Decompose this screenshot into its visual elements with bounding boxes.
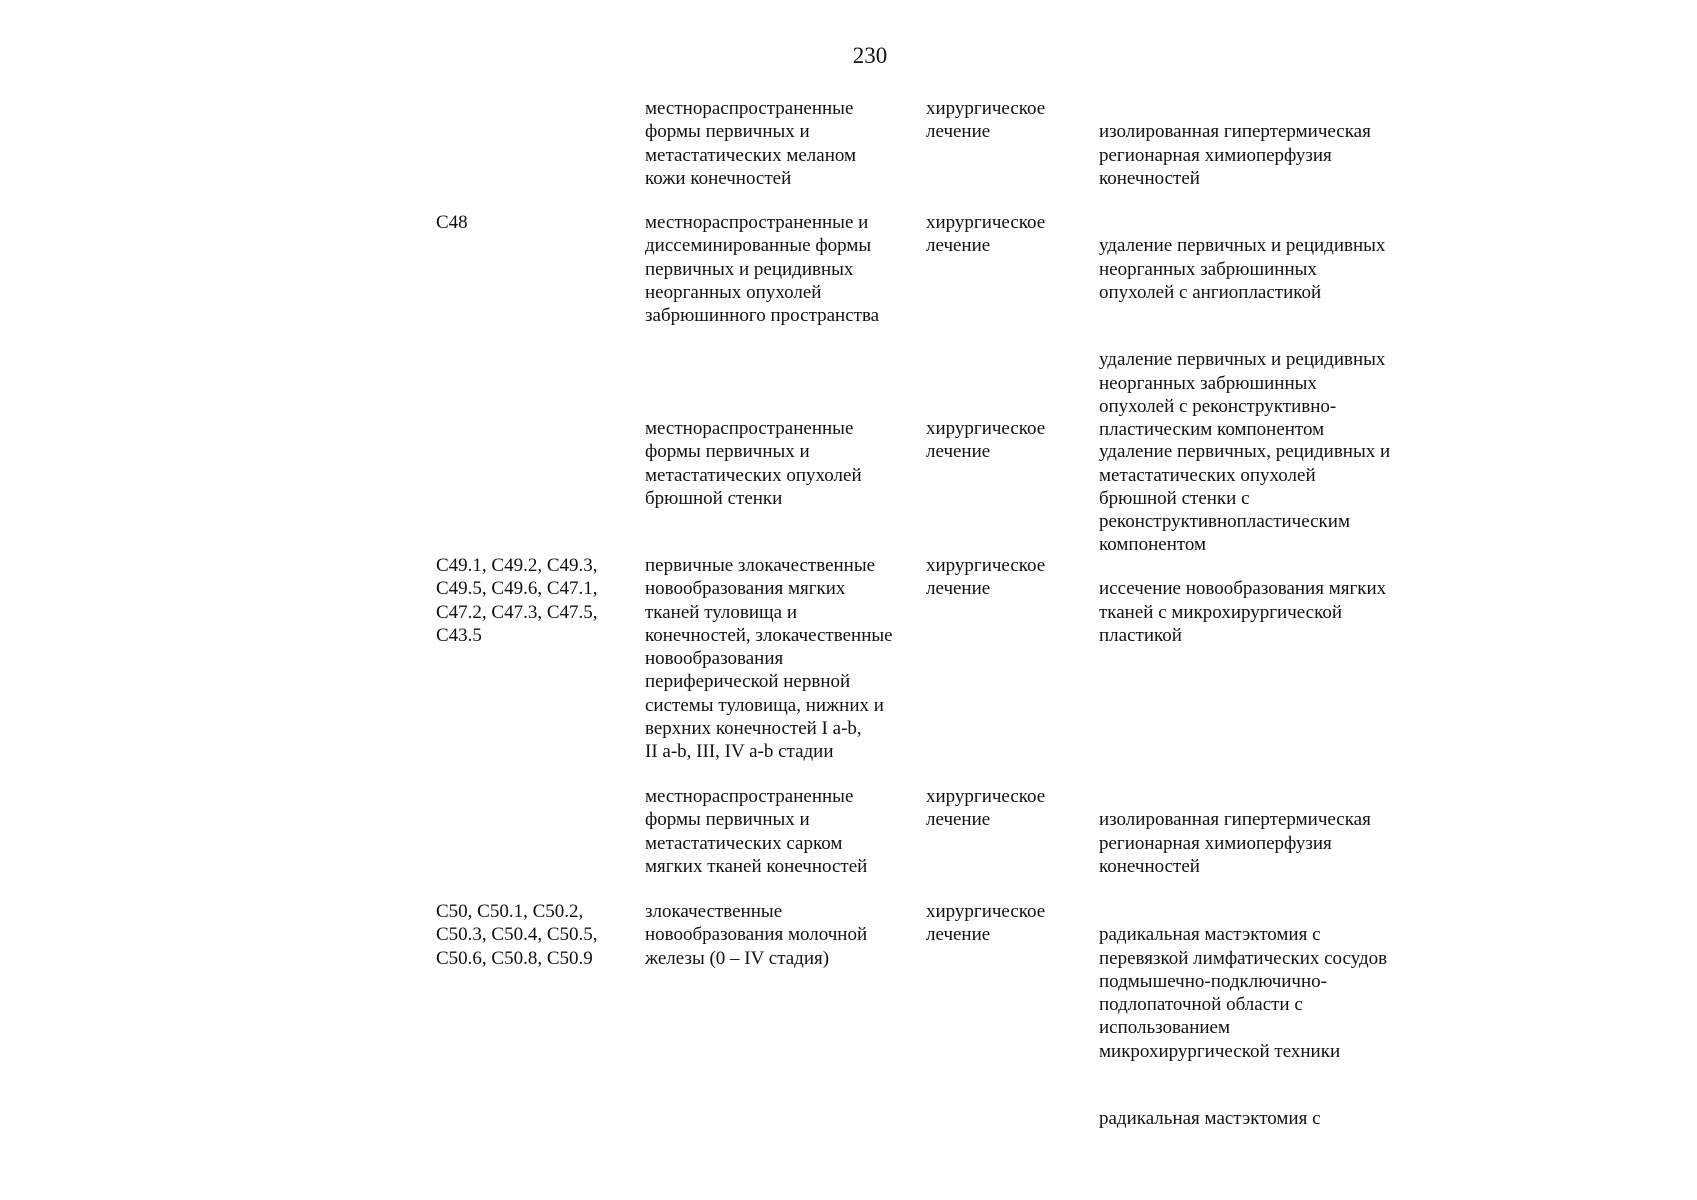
treatment-type-cell: хирургическое лечение [926, 98, 1046, 143]
diagnosis-cell: местнораспространенные формы первичных и метастатических опухолей брюшной стенки [645, 418, 862, 509]
diagnosis-cell: злокачественные новообразования молочной железы (0 – IV стадия) [645, 901, 868, 969]
treatment-method: радикальная мастэктомия с перевязкой лимфатических сосудов подмышечно-подключично- подлопаточной области с использованием микрохирургической техники [1099, 924, 1388, 1062]
treatment-method-cell [1099, 785, 1429, 901]
icd-code-cell: C49.1, C49.2, C49.3, C49.5, C49.6, C47.1, C47.2, C47.3, C47.5, C43.5 [436, 555, 598, 646]
treatment-method: изолированная гипертермическая регионарная химиоперфузия конечностей [1099, 809, 1371, 877]
treatment-method: удаление первичных, рецидивных и метастатических опухолей брюшной стенки с реконструктивнопластическим компонентом [1099, 441, 1391, 556]
treatment-method: радикальная мастэктомия с [1099, 1108, 1321, 1130]
treatment-method-cell [1099, 97, 1429, 213]
treatment-method: удаление первичных и рецидивных неорганных забрюшинных опухолей с реконструктивно- пластическим компонентом [1099, 349, 1386, 441]
page-number: 230 [852, 43, 888, 68]
diagnosis-cell: местнораспространенные формы первичных и метастатических сарком мягких тканей конечностей [645, 786, 868, 877]
treatment-type-cell: хирургическое лечение [926, 786, 1046, 831]
icd-code-cell: C50, C50.1, C50.2, C50.3, C50.4, C50.5, C50.6, C50.8, C50.9 [436, 901, 598, 969]
treatment-method-cell [1099, 900, 1429, 1154]
icd-code-cell: C48 [436, 212, 468, 233]
diagnosis-cell: местнораспространенные формы первичных и метастатических меланом кожи конечностей [645, 98, 857, 189]
diagnosis-cell: местнораспространенные и диссеминированные формы первичных и рецидивных неорганных опухолей забрюшинного пространства [645, 212, 880, 327]
treatment-type-cell: хирургическое лечение [926, 212, 1046, 257]
treatment-type-cell: хирургическое лечение [926, 555, 1046, 600]
treatment-type-cell: хирургическое лечение [926, 418, 1046, 463]
treatment-method: изолированная гипертермическая регионарная химиоперфузия конечностей [1099, 121, 1371, 189]
treatment-method: удаление первичных и рецидивных неорганных забрюшинных опухолей с ангиопластикой [1099, 235, 1386, 303]
diagnosis-cell: первичные злокачественные новообразования мягких тканей туловища и конечностей, злокачественные новообразования периферической нервной системы туловища, нижних и верхних конечностей I a-b, II a-b, III, IV a-b стадии [645, 555, 893, 763]
treatment-method: иссечение новообразования мягких тканей с микрохирургической пластикой [1099, 578, 1387, 646]
treatment-method-cell [1099, 554, 1429, 670]
treatment-type-cell: хирургическое лечение [926, 901, 1046, 946]
